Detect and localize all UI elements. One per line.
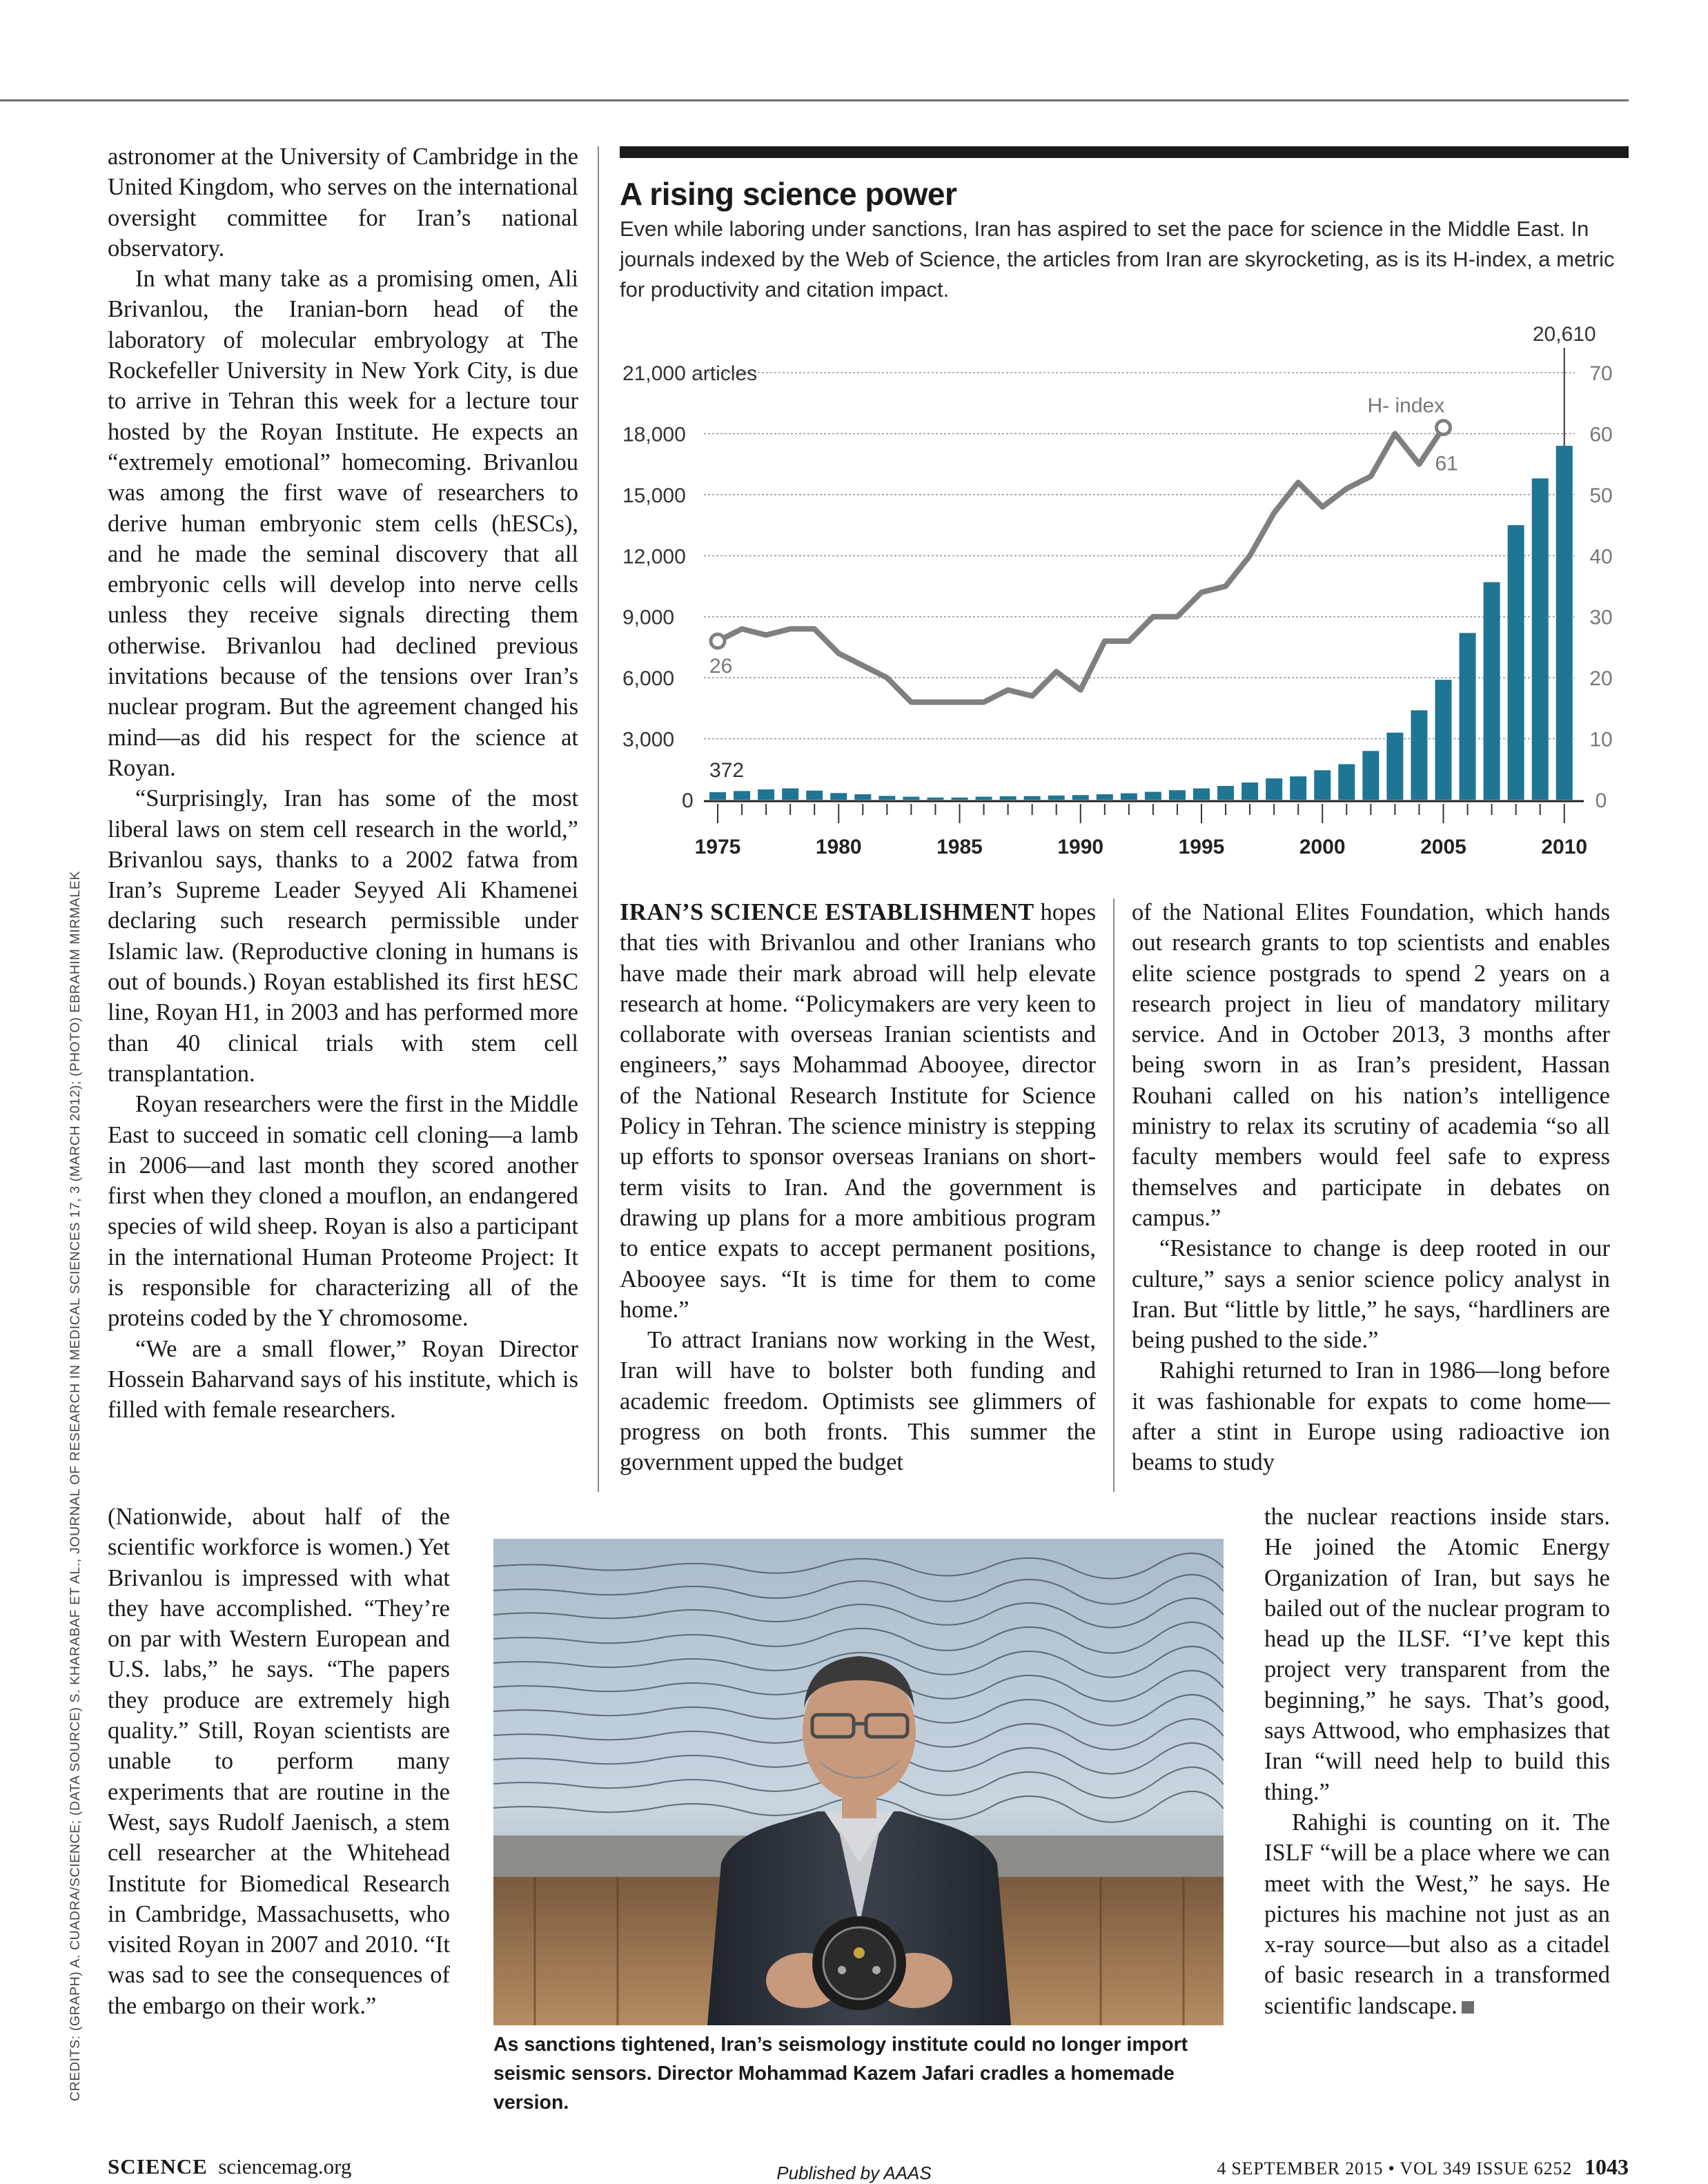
footer-site: sciencemag.org — [218, 2154, 352, 2178]
bar — [1169, 790, 1186, 800]
bar — [1460, 633, 1476, 800]
column-rule-left — [598, 146, 599, 1492]
photo-director-with-sensor — [493, 1539, 1224, 2025]
left-tick-label: 3,000 — [622, 728, 675, 751]
bar — [1217, 786, 1234, 800]
right-paragraph-3: Rahighi returned to Iran in 1986—long before it was fashionable for expats to come home—after a stint in Europe using radioactive ion beams to study — [1132, 1357, 1610, 1476]
x-tick-label: 2000 — [1299, 836, 1346, 858]
right-tick-label: 0 — [1595, 789, 1607, 812]
right-narrow-2-text: Rahighi is counting on it. The ISLF “will be a place where we can meet with the West,” he says. He pictures his machine not just as an x-ray source—but also as a citadel of basic research in a transformed scientific landscape. — [1264, 1809, 1610, 2019]
right-column-narrow — [1264, 1502, 1610, 2021]
left-tick-label: 21,000 articles — [622, 362, 758, 385]
credits-line: CREDITS: (GRAPH) A. CUADRA/SCIENCE; (DATA SOURCE) S. KHARABAF ET AL., JOURNAL OF RESEARCH IN MEDICAL SCIENCES 17, 3 (MARCH 2012); (PHOTO) EBRAHIM MIRMALEK — [68, 870, 83, 2101]
x-tick-label: 1995 — [1178, 836, 1225, 858]
bar — [1000, 796, 1017, 800]
h-index-start-point — [711, 634, 725, 648]
left-narrow-text: (Nationwide, about half of the scientific workforce is women.) Yet Brivanlou is impressed with what they have accomplished. “They’re on par with Western European and U.S. labs,” he says. “The papers they produce are extremely high quality.” Still, Royan scientists are unable to perform many experiments that are routine in the West, says Rudolf Jaenisch, a stem cell researcher at the Whitehead Institute for Biomedical Research in Cambridge, Massachusetts, who visited Royan in 2007 and 2010. “It was sad to see the consequences of the embargo on their work.” — [108, 1504, 450, 2019]
left-paragraph-5: “We are a small flower,” Royan Director Hossein Baharvand says of his institute, which is filled with female researchers. — [108, 1335, 578, 1424]
bar — [952, 798, 968, 800]
bar — [806, 791, 823, 800]
middle-paragraph-1-text: hopes that ties with Brivanlou and other Iranians who have made their mark abroad will help elevate research at home. “Policymakers are very keen to collaborate with overseas Iranian scientists and engineers,” says Mohammad Abooyee, director of the National Research Institute for Science Policy in Tehran. The science ministry is stepping up efforts to sponsor overseas Iranians on short-term visits to Iran. And the government is drawing up plans for a more ambitious program to entice expats to accept permanent positions, Abooyee says. “It is time for them to come home.” — [620, 899, 1096, 1323]
bar — [1508, 525, 1524, 800]
x-tick-label: 1975 — [694, 836, 741, 858]
bar — [854, 794, 871, 800]
bar — [1386, 733, 1403, 800]
left-paragraph-4: Royan researchers were the first in the Middle East to succeed in somatic cell cloning—a lamb in 2006—and last month they scored another first when they cloned a mouflon, an endangered species of wild sheep. Royan is also a participant in the international Human Proteome Project: It is responsible for characterizing all of the proteins coded by the Y chromosome. — [108, 1091, 578, 1332]
chart-subtitle: Even while laboring under sanctions, Iran has aspired to set the pace for science in the Middle East. In journals indexed by the Web of Science, the articles from Iran are skyrocketing, as is its H-index, a metric for productivity and citation impact. — [620, 217, 1615, 302]
h-index-end-label: 61 — [1435, 452, 1458, 475]
bar — [1145, 792, 1161, 800]
photo-image — [493, 1539, 1224, 2025]
bar — [1121, 794, 1137, 800]
h-index-start-label: 26 — [709, 655, 733, 678]
bar — [1314, 770, 1331, 800]
bar — [1097, 794, 1113, 800]
bar — [1532, 478, 1549, 800]
bar — [903, 797, 919, 800]
left-tick-label: 18,000 — [622, 423, 686, 446]
bar-start-label: 372 — [709, 759, 745, 783]
right-tick-label: 10 — [1589, 728, 1613, 751]
chart-title: A rising science power — [620, 176, 957, 212]
right-tick-label: 20 — [1589, 667, 1613, 691]
middle-paragraph-2: To attract Iranians now working in the West, Iran will have to bolster both funding and academic freedom. Optimists see glimmers of progress on both fronts. This summer the government upped the budget — [620, 1327, 1096, 1476]
right-tick-label: 60 — [1589, 423, 1613, 446]
right-narrow-1: the nuclear reactions inside stars. He joined the Atomic Energy Organization of Iran, but says he bailed out of the nuclear program to head up the ILSF. “I’ve kept this project very transparent from the beginning,” he says. That’s good, says Attwood, who emphasizes that Iran “will need help to build this thing.” — [1264, 1504, 1610, 1805]
h-index-series-label: H- index — [1367, 394, 1445, 417]
photo-caption: As sanctions tightened, Iran’s seismology institute could no longer import seismic sensors. Director Mohammad Kazem Jafari cradles a homemade version. — [493, 2034, 1188, 2114]
h-index-line — [718, 428, 1444, 702]
left-tick-label: 6,000 — [622, 667, 675, 691]
column-rule-right — [1113, 898, 1115, 1492]
x-tick-label: 1990 — [1057, 836, 1104, 858]
bar — [709, 792, 726, 800]
right-tick-label: 50 — [1589, 484, 1613, 507]
bar — [782, 788, 798, 800]
bar — [1072, 795, 1089, 800]
left-paragraph-2: In what many take as a promising omen, Ali Brivanlou, the Iranian-born head of the laboratory of molecular embryology at The Rockefeller University in New York City, is due to arrive in Tehran this week for a lecture tour hosted by the Royan Institute. He expects an “extremely emotional” homecoming. Brivanlou was among the first wave of researchers to derive human embryonic stem cells (hESCs), and he made the seminal discovery that all embryonic cells will develop into nerve cells unless they receive signals directing them otherwise. Brivanlou had declined previous invitations because of the tensions over Iran’s nuclear program. But the agreement changed his mind—as did his respect for the science at Royan. — [108, 266, 578, 781]
left-tick-label: 0 — [682, 789, 694, 812]
middle-column — [620, 897, 1096, 1478]
lead-in: IRAN’S SCIENCE ESTABLISHMENT — [620, 899, 1034, 925]
end-mark — [1462, 2001, 1474, 2014]
left-paragraph-1: astronomer at the University of Cambridge in the United Kingdom, who serves on the international oversight committee for Iran’s national observatory. — [108, 144, 578, 262]
footer-journal: SCIENCE — [108, 2154, 208, 2178]
middle-paragraph-1 — [620, 897, 1096, 1325]
bar — [1266, 778, 1282, 800]
left-column-narrow — [108, 1502, 450, 2021]
bar — [927, 798, 943, 800]
bar — [734, 791, 750, 800]
bar — [1290, 776, 1306, 800]
right-paragraph-2: “Resistance to change is deep rooted in our culture,” says a senior science policy analyst in Iran. But “little by little,” he says, “hardliners are being pushed to the side.” — [1132, 1235, 1610, 1354]
page-number: 1043 — [1584, 2154, 1629, 2179]
bar — [1362, 751, 1379, 800]
left-paragraph-3: “Surprisingly, Iran has some of the most liberal laws on stem cell research in the world,” Brivanlou says, thanks to a 2002 fatwa from Iran’s Supreme Leader Seyyed Ali Khamenei declaring such research permissible under Islamic law. (Reproductive cloning in humans is out of bounds.) Royan established its first hESC line, Royan H1, in 2003 and has performed more than 40 clinical trials with stem cell transplantation. — [108, 785, 578, 1087]
right-tick-label: 70 — [1589, 362, 1613, 385]
top-rule — [0, 99, 1629, 101]
left-tick-label: 9,000 — [622, 606, 675, 629]
x-tick-label: 1980 — [815, 836, 862, 858]
bar — [1241, 783, 1258, 800]
bar — [878, 796, 895, 800]
x-tick-label: 2005 — [1420, 836, 1466, 858]
bar — [1484, 582, 1500, 800]
bar — [1048, 796, 1065, 800]
chart — [607, 317, 1629, 863]
left-column — [108, 141, 578, 1425]
bar — [1556, 446, 1573, 800]
right-column — [1132, 897, 1610, 1478]
bar — [1435, 680, 1452, 800]
right-paragraph-1: of the National Elites Foundation, which hands out research grants to top scientists and enables elite science postgrads to spend 2 years on a research project in lieu of mandatory military service. And in October 2013, 3 months after being sworn in as Iran’s president, Hassan Rouhani called on his nation’s intelligence ministry to relax its scrutiny of academia “so all faculty members would feel safe to express themselves and participate in debates on campus.” — [1132, 899, 1610, 1231]
footer-issue: 4 SEPTEMBER 2015 • VOL 349 ISSUE 6252 — [1217, 2158, 1572, 2178]
left-tick-label: 12,000 — [622, 545, 686, 569]
bar-end-label: 20,610 — [1532, 323, 1596, 346]
bar — [1338, 764, 1355, 800]
chart-top-bar — [620, 146, 1629, 158]
x-tick-label: 1985 — [936, 836, 983, 858]
x-tick-label: 2010 — [1541, 836, 1588, 858]
left-tick-label: 15,000 — [622, 484, 686, 507]
right-narrow-2 — [1264, 1807, 1610, 2021]
bar — [830, 793, 847, 800]
h-index-end-point — [1437, 421, 1451, 435]
bar — [758, 789, 774, 800]
bar — [1411, 710, 1427, 800]
right-tick-label: 40 — [1589, 545, 1613, 569]
bar — [1193, 788, 1210, 800]
right-tick-label: 30 — [1589, 606, 1613, 629]
published-by: Published by AAAS — [776, 2163, 932, 2183]
bar — [976, 797, 992, 800]
bar — [1024, 796, 1041, 800]
